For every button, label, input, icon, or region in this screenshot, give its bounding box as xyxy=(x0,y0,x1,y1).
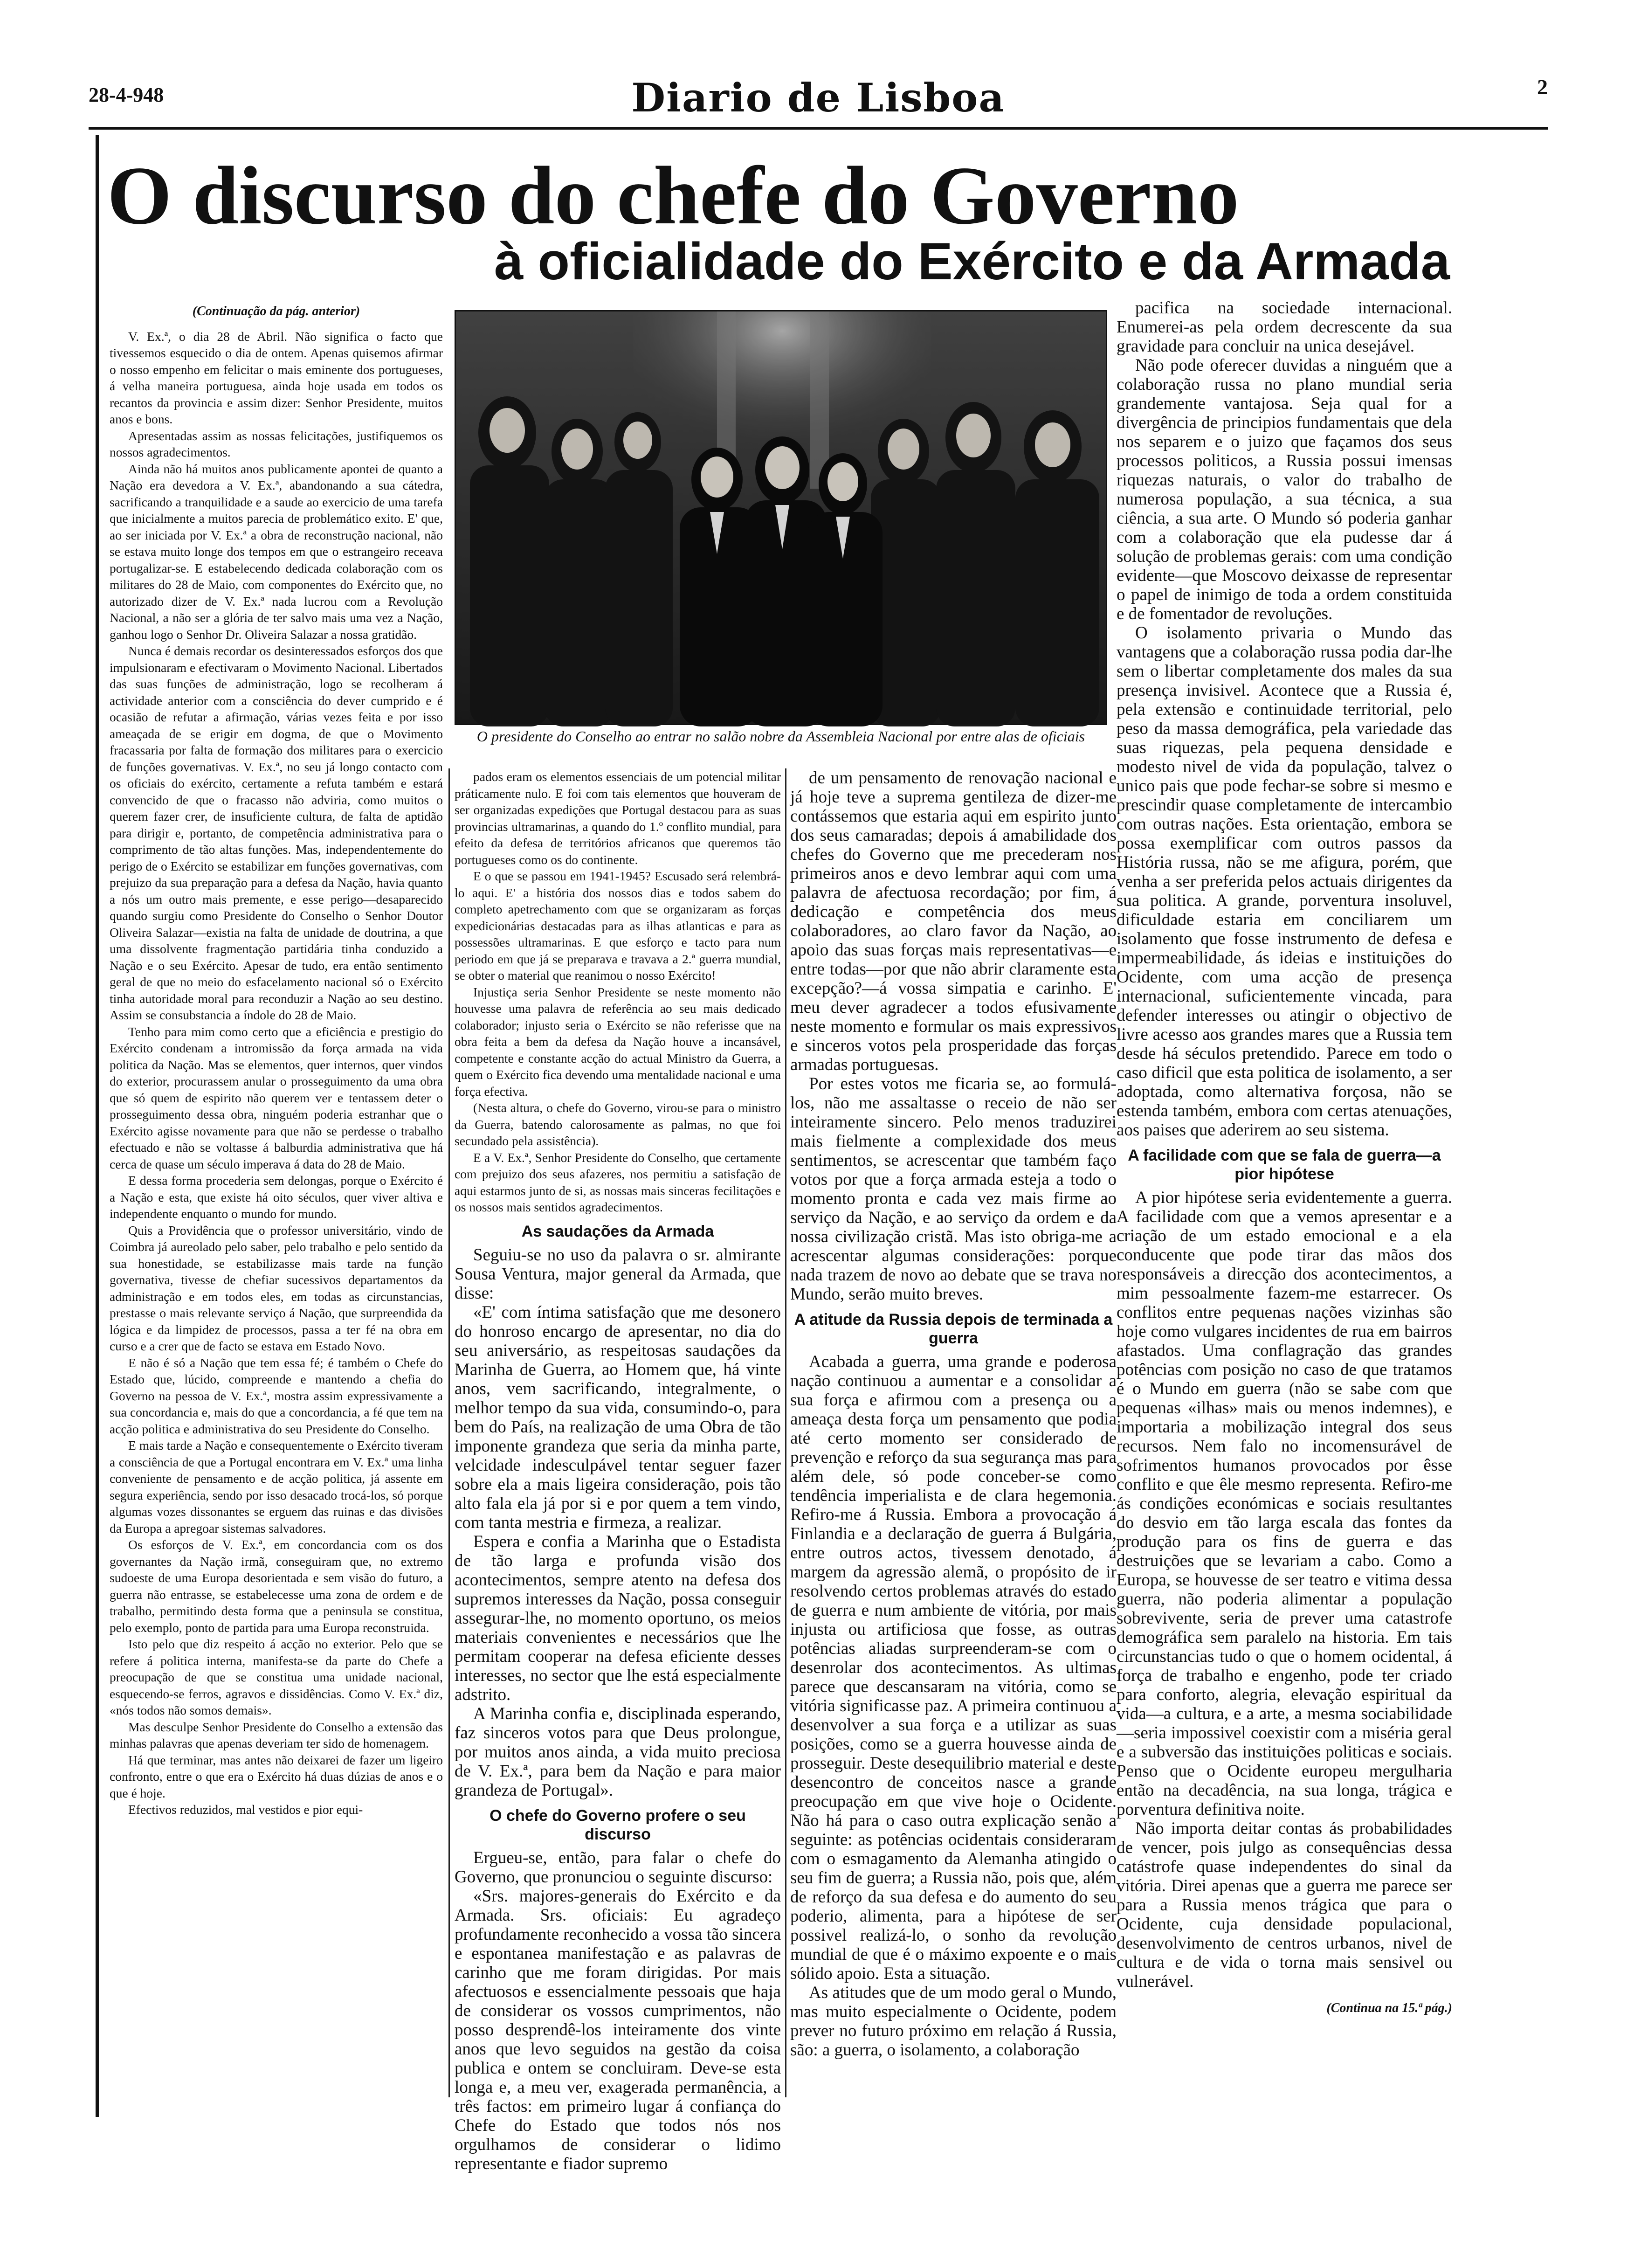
paragraph: Espera e confia a Marinha que o Estadista de tão larga e profunda visão dos acontecimentos, sempre atento na defesa dos supremos interesses da Nação, possa conseguir assegurar-lhe, no momento oportuno, os meios materiais convenientes e necessários que lhe permitam cooperar na defesa eficiente desses interesses, no sector que lhe está especialmente adstrito. xyxy=(455,1532,781,1704)
paragraph: pados eram os elementos essenciais de um potencial militar práticamente nulo. E foi com tais elementos que houveram de ser organizadas expedições que Portugal destacou para as suas provincias ultramarinas, a quando do 1.º conflito mundial, para efeito da defesa de territórios africanos que queremos tão portugueses como os do continente. xyxy=(455,769,781,867)
paragraph: Ainda não há muitos anos publicamente apontei de quanto a Nação era devedora a V. Ex.ª, abandonando a sua cátedra, sacrificando a tranquilidade e a saude ao exercicio de uma tarefa que inicialmente a muitos parecia de problemático exito. E' que, ao ser iniciada por V. Ex.ª a obra de reconstrução nacional, não se estava muito longe dos tempos em que o estrangeiro receava portugalizar-se. E estabelecendo dedicada colaboração com os militares do 28 de Maio, com componentes do Exército que, no autorizado dizer de V. Ex.ª nada lucrou com a Revolução Nacional, a não ser a glória de ter salvo mais uma vez a Nação, ganhou logo o Senhor Dr. Oliveira Salazar a nossa gratidão. xyxy=(110,461,443,642)
paragraph: E mais tarde a Nação e consequentemente o Exército tiveram a consciência de que a Portugal encontrara em V. Ex.ª uma linha conveniente de pensamento e de acção politica, já assente em segura experiência, sendo por isso desacado trocá-los, só porque algumas vozes dissonantes se erguem das ruinas e das divisões da Europa a apregoar sistemas salvadores. xyxy=(110,1438,443,1535)
paragraph: Seguiu-se no uso da palavra o sr. almirante Sousa Ventura, major general da Armada, que disse: xyxy=(455,1245,781,1303)
article-column-1 xyxy=(110,298,443,2098)
photo-crowd-illustration xyxy=(456,311,1106,724)
paragraph: Não importa deitar contas ás probabilidades de vencer, pois julgo as consequências dessa catástrofe quase independentes do sinal da vitória. Direi apenas que a guerra me parece ser para a Russia menos trágica que para o Ocidente, cuja densidade populacional, desenvolvimento de centros urbanos, nivel de cultura e de vida o torna mais sensivel ou vulnerável. xyxy=(1117,1819,1452,1991)
subhead-chefe-discurso: O chefe do Governo profere o seu discurso xyxy=(490,1806,746,1843)
paragraph: Há que terminar, mas antes não deixarei de fazer um ligeiro confronto, entre o que era o Exército há duas dúzias de anos e o que é hoje. xyxy=(110,1752,443,1800)
paragraph: A Marinha confia e, disciplinada esperando, faz sinceros votos para que Deus prolongue, por muitos anos ainda, a vida muito preciosa de V. Ex.ª, para bem da Nação e para maior grandeza de Portugal». xyxy=(455,1704,781,1800)
paragraph: (Nesta altura, o chefe do Governo, virou-se para o ministro da Guerra, batendo calorosamente as palmas, no que foi secundado pela assistência). xyxy=(455,1100,781,1148)
article-column-4 xyxy=(1117,298,1452,2098)
continued-from-note: (Continuação da pág. anterior) xyxy=(192,304,360,318)
paragraph: E dessa forma procederia sem delongas, porque o Exército é a Nação e esta, que existe há oito séculos, quer viver altiva e independente enquanto o mundo for mundo. xyxy=(110,1173,443,1221)
paragraph: Ergueu-se, então, para falar o chefe do Governo, que pronunciou o seguinte discurso: xyxy=(455,1848,781,1887)
headline: O discurso do chefe do Governo xyxy=(107,149,1239,242)
article-column-3 xyxy=(790,768,1117,2097)
paragraph: Isto pelo que diz respeito á acção no exterior. Pelo que se refere á politica interna, manifesta-se da parte do Chefe a preocupação de que se constitua uma unidade nacional, esquecendo-se ferros, agravos e dissidências. Como V. Ex.ª diz, «nós todos não somos demais». xyxy=(110,1637,443,1717)
issue-date: 28-4-948 xyxy=(89,83,164,106)
paragraph: Nunca é demais recordar os desinteressados esforços dos que impulsionaram e efectivaram o Movimento Nacional. Libertados das suas funções de administração, logo se recolheram á actividade anterior com a consciência do dever cumprido e é ocasião de refutar a afirmação, várias vezes feita e por isso ameaçada de se erigir em dogma, de que o Movimento fracassaria por falta de formação dos militares para o exercicio de funções governativas. V. Ex.ª, no seu já longo contacto com os oficiais do exército, certamente a refuta também e estará convencido de que o fracasso não adviria, como muitos o querem fazer crer, de insuficiente cultura, de falta de aptidão para dirigir e, portanto, de competência administrativa para o comprimento de tão altas funções. Mas, independentemente do perigo de o Exército se estabilizar em funções governativas, com prejuizo da sua preparação para a defesa da Nação, havia quanto a nós um outro mais premente, e esse perigo—desaparecido quando surgiu como Presidente do Conselho o Senhor Doutor Oliveira Salazar—existia na falta de unidade de doutrina, a que uma dissolvente fragmentação partidária tinha conduzido a Nação e o seu Exército. Apesar de tudo, era então sentimento geral de que no meio do esfacelamento nacional só o Exército tinha autoridade moral para reconduzir a Nação ao seu destino. Assim se consubstancia a índole do 28 de Maio. xyxy=(110,643,443,1022)
paragraph: Mas desculpe Senhor Presidente do Conselho a extensão das minhas palavras que apenas deveriam ter sido de homenagem. xyxy=(110,1719,443,1750)
article-column-2 xyxy=(455,768,781,2173)
masthead xyxy=(89,75,1548,126)
paragraph: Por estes votos me ficaria se, ao formulá-los, não me assaltasse o receio de não ser inteiramente sincero. Pelo menos traduzirei mais fielmente a complexidade dos meus sentimentos, se acrescentar que também faço votos por que a força armada esteja a todo o momento pronta e cada vez mais firme ao serviço da Nação, e ao serviço da ordem e da nossa civilização cristã. Mas isto obriga-me a acrescentar algumas considerações: porque nada trazem de novo ao debate que se trava no Mundo, serão muito breves. xyxy=(790,1074,1117,1304)
column-1-paragraphs xyxy=(110,328,443,1818)
paragraph: E a V. Ex.ª, Senhor Presidente do Conselho, que certamente com prejuizo dos seus afazeres, nos permitiu a satisfação de aqui estarmos junto de si, as nossas mais sinceras fecilitações e os nossos mais sentidos agradecimentos. xyxy=(455,1150,781,1214)
paragraph: «Srs. majores-generais do Exército e da Armada. Srs. oficiais: Eu agradeço profundamente reconhecido a vossa tão sincera e espontanea manifestação e as palavras de carinho que me foram dirigidas. Por mais afectuosos e essencialmente pessoais que haja de considerar os vossos cumprimentos, não posso desprendê-los inteiramente dos vinte anos que levo seguidos na gestão da coisa publica e ontem se concluiram. Deve-se esta longa e, a meu ver, exagerada permanência, a três factos: em primeiro lugar á confiança do Chefe do Estado que todos nós nos orgulhamos de considerar o lidimo representante e fiador supremo xyxy=(455,1886,781,2173)
paragraph: Efectivos reduzidos, mal vestidos e pior equi- xyxy=(128,1802,363,1817)
column-divider xyxy=(785,768,786,2097)
newspaper-title: Diario de Lisboa xyxy=(631,75,1005,121)
paragraph: E o que se passou em 1941-1945? Escusado será relembrá-lo aqui. E' a história dos nossos dias e todos sabem do completo apetrechamento com que se organizaram as forças expedicionárias destacadas para as ilhas atlanticas e para as possessões ultramarinas. E que esforço e tacto para num periodo em que já se preparava e travava a 2.ª guerra mundial, se obter o material que reanimou o nosso Exército! xyxy=(455,869,781,982)
paragraph: Tenho para mim como certo que a eficiência e prestigio do Exército condenam a intromissão da força armada na vida politica da Nação. Mas se elementos, quer internos, quer vindos do exterior, procurassem anular o prosseguimento da uma obra que só quem de espirito não querem ver e tentassem deter o prosseguimento dessa obra, ninguém poderia estranhar que o Exército agisse novamente para que não se perdesse o trabalho efectuado e não se voltasse á balburdia administrativa que há cerca de quase um século imperava á data do 28 de Maio. xyxy=(110,1024,443,1171)
paragraph: Injustiça seria Senhor Presidente se neste momento não houvesse uma palavra de referência ao seu mais dedicado colaborador; injusto seria o Exército se não referisse que na obra feita a bem da defesa da Nação houve a incansável, competente e constante acção do actual Ministro da Guerra, a quem o Exército fica devendo uma mentalidade nacional e uma força efectiva. xyxy=(455,984,781,1099)
subheadline: à oficialidade do Exército e da Armada xyxy=(494,232,1450,290)
paragraph: Não pode oferecer duvidas a ninguém que a colaboração russa no plano mundial seria grandemente vantajosa. Seja qual for a divergência de principios fundamentais que dela nos separem e o juizo que façamos dos seus processos politicos, a Russia possui imensas riquezas naturais, o valor do trabalho de numerosa população, a sua técnica, a sua ciência, a sua arte. O Mundo só poderia ganhar com a colaboração que ela pudesse dar á solução de problemas gerais: com uma condição evidente—que Moscovo deixasse de representar o papel de inimigo de toda a ordem constituida e de fomentador de revoluções. xyxy=(1117,356,1452,623)
paragraph: A pior hipótese seria evidentemente a guerra. A facilidade com que a vemos apresentar e a criação de um estado emocional e a ela conducente que pode tirar das mãos dos responsáveis a direcção dos acontecimentos, a mim pessoalmente fazem-me estarrecer. Os conflitos entre pequenas nações vizinhas são hoje como vulgares incidentes de rua em bairros afastados. Uma conflagração das grandes potências com posição no caso de que tratamos é o Mundo em guerra (não se sabe com que pequenas «ilhas» mais ou menos indemnes), e importaria a mobilização integral dos seus recursos. Nem falo no incomensurável de sofrimentos humanos provocados por êsse conflito e que êle mesmo representa. Refiro-me ás condições económicas e sociais resultantes do desvio em tão larga escala das fontes da produção para os fins de guerra e das destruições que se levariam a cabo. Como a Europa, se houvesse de ser teatro e vitima dessa guerra, não poderia alimentar a população sobrevivente, seria de prever uma catastrofe demográfica sem paralelo na historia. Em tais circunstancias tudo o que o homem ocidental, á força de trabalho e engenho, pode ter criado para conforto, alegria, elevação espiritual da vida—a cultura, e a arte, a mesma sociabilidade—seria impossivel coexistir com a miséria geral e a subversão das instituições politicas e sociais. Penso que o Ocidente europeu mergulharia então na decadência, na sua longa, trágica e porventura definitiva noite. xyxy=(1117,1188,1452,1819)
news-photo xyxy=(455,310,1107,725)
subhead-russia: A atitude da Russia depois de terminada a guerra xyxy=(794,1311,1113,1347)
continued-to-note: (Continua na 15.ª pág.) xyxy=(1326,2001,1452,2015)
column-4-guerra-paragraphs xyxy=(1117,1188,1452,1991)
column-2-armada-paragraphs xyxy=(455,1245,781,1800)
column-3-paragraphs xyxy=(790,768,1117,1304)
paragraph: de um pensamento de renovação nacional e já hoje teve a suprema gentileza de dizer-me contássemos que estaria aqui em espirito junto dos seus camaradas; depois á amabilidade dos chefes do Governo que me precederam nos primeiros anos e devo lembrar aqui com uma palavra de afectuosa recordação; por fim, á dedicação e competência dos meus colaboradores, ao claro favor da Nação, ao apoio das suas forças mais representativas—e entre todas—por que não abrir claramente esta excepção?—á vossa simpatia e carinho. E' meu dever agradecer a todos efusivamente neste momento e formular os mais expressivos e sinceros votos pela prosperidade das forças armadas portuguesas. xyxy=(790,768,1117,1074)
column-2-speech-paragraphs xyxy=(455,1848,781,2173)
column-4-paragraphs xyxy=(1117,298,1452,1140)
paragraph: E não é só a Nação que tem essa fé; é também o Chefe do Estado que, lúcido, compreende e mantendo a chefia do Governo na pessoa de V. Ex.ª, mostra assim expressivamente a sua concordancia e, mais do que a concordancia, a fé que tem na acção politica e administrativa do seu Presidente do Conselho. xyxy=(110,1355,443,1436)
paragraph: O isolamento privaria o Mundo das vantagens que a colaboração russa podia dar-lhe sem o libertar completamente dos males da sua presença invisivel. Acontece que a Russia é, pela extensão e continuidade territorial, pelo peso da massa demográfica, pela variedade das suas riquezas, pela pequena densidade e modesto nivel de vida da população, talvez o unico pais que pode fechar-se sobre si mesmo e prescindir quase completamente de intercambio com outras nações. Esta orientação, embora se possa exemplificar com outros passos da História russa, não se me afigura, porém, que venha a ser preferida pelos actuais dirigentes da sua politica. A grande, porventura insoluvel, dificuldade estaria em conciliarem um isolamento que fosse instrumento de defesa e impermeabilidade, ás ideias e instituições do Ocidente, com uma acção de presença internacional, suficientemente vincada, para defender interesses ou atingir o objectivo de livre acesso aos grandes mares que a Russia tem desde há séculos pretendido. Parece em todo o caso dificil que esta politica de isolamento, a ser adoptada, como alternativa forçosa, não se estenda também, embora com certas atenuações, aos paises que aderirem ao seu sistema. xyxy=(1117,623,1452,1140)
paragraph: pacifica na sociedade internacional. Enumerei-as pela ordem decrescente da sua gravidade para concluir na unica desejável. xyxy=(1117,298,1452,356)
paragraph: Acabada a guerra, uma grande e poderosa nação continuou a aumentar e a consolidar a sua força e afirmou com a presença ou a ameaça desta força um pensamento que podia até certo momento ser considerado de prevenção e reforço da sua segurança mas para além dele, só pode conceber-se como tendência imperialista e de clara hegemonia. Refiro-me á Russia. Embora a provocação á Finlandia e a declaração de guerra á Bulgária, entre outros actos, tivessem denotado, á margem da agressão alemã, o propósito de ir resolvendo certos problemas através do estado de guerra e num ambiente de vitória, por mais injusta ou artificiosa que fosse, as outras potências aliadas surpreenderam-se com o desenrolar dos acontecimentos. As ultimas parece que descansaram na vitória, como se vitória significasse paz. A primeira continuou a desenvolver a sua força e a utilizar as suas posições, como se a guerra houvesse ainda de prosseguir. Deste desequilibrio material e deste desencontro de conceitos nasce a grande preocupação em que vive hoje o Ocidente. Não há para o caso outra explicação senão a seguinte: as potências ocidentais consideraram com o esmagamento da Alemanha atingido o seu fim de guerra; a Russia não, pois que, além de reforço da sua defesa e do aumento do seu poderio, alimenta, para a hipótese de ser possivel realizá-lo, o sonho da revolução mundial de que é o máximo expoente e o mais sólido apoio. Esta a situação. xyxy=(790,1352,1117,1983)
paragraph: Quis a Providência que o professor universitário, vindo de Coimbra já aureolado pelo saber, pelo trabalho e pelo sentido da sua honestidade, se estabilizasse mais tarde na função governativa, tivesse de chefiar sucessivos departamentos da administração e em todos eles, em todas as circunstancias, prestasse o mais relevante serviço á Nação, que surpreendida da lógica e da limpidez de processos, passa a ter fé na obra em curso e a crer que de facto se estava em Estado Novo. xyxy=(110,1223,443,1353)
subhead-facilidade-guerra: A facilidade com que se fala de guerra—a pior hipótese xyxy=(1128,1147,1441,1183)
paragraph: Apresentadas assim as nossas felicitações, justifiquemos os nossos agradecimentos. xyxy=(110,428,443,459)
masthead-rule xyxy=(89,127,1548,130)
photo-caption: O presidente do Conselho ao entrar no salão nobre da Assembleia Nacional por entre alas de oficiais xyxy=(476,728,1085,745)
paragraph: As atitudes que de um modo geral o Mundo, mas muito especialmente o Ocidente, podem prever no futuro próximo em relação á Russia, são: a guerra, o isolamento, a colaboração xyxy=(790,1983,1117,2060)
subhead-armada: As saudações da Armada xyxy=(521,1222,714,1240)
paragraph: V. Ex.ª, o dia 28 de Abril. Não significa o facto que tivessemos esquecido o dia de ontem. Apenas quisemos afirmar o nosso empenho em felicitar o mais eminente dos portugueses, á velha maneira portuguesa, ainda hoje usada em todos os recantos da provincia e assim dizer: Senhor Presidente, muitos anos e bons. xyxy=(110,329,443,426)
column-3-russia-paragraphs xyxy=(790,1352,1117,2060)
column-divider xyxy=(448,768,450,2097)
paragraph: «E' com íntima satisfação que me desonero do honroso encargo de apresentar, no dia do seu aniversário, as respeitosas saudações da Marinha de Guerra, ao Homem que, há vinte anos, vem sacrificando, integralmente, o melhor tempo da sua vida, consumindo-o, para bem do País, na realização de uma Obra de tão imponente grandeza que seria da minha parte, velcidade indesculpável tentar seguer fazer sobre ela a mais ligeira consideração, pois tão alto fala ela já por si e por quem a tem vindo, com tanta mestria e firmeza, a realizar. xyxy=(455,1302,781,1532)
column-2-paragraphs xyxy=(455,768,781,1216)
page-number: 2 xyxy=(1537,75,1548,99)
paragraph: Os esforços de V. Ex.ª, em concordancia com os dos governantes da Nação irmã, conseguiram que, no extremo sudoeste de uma Europa desorientada e sem visão do futuro, a guerra não entrasse, se estabelecesse uma zona de ordem e de trabalho, permitindo desta forma que a peninsula se constitua, pelo exemplo, ponto de partida para uma Europa reconstruida. xyxy=(110,1537,443,1635)
